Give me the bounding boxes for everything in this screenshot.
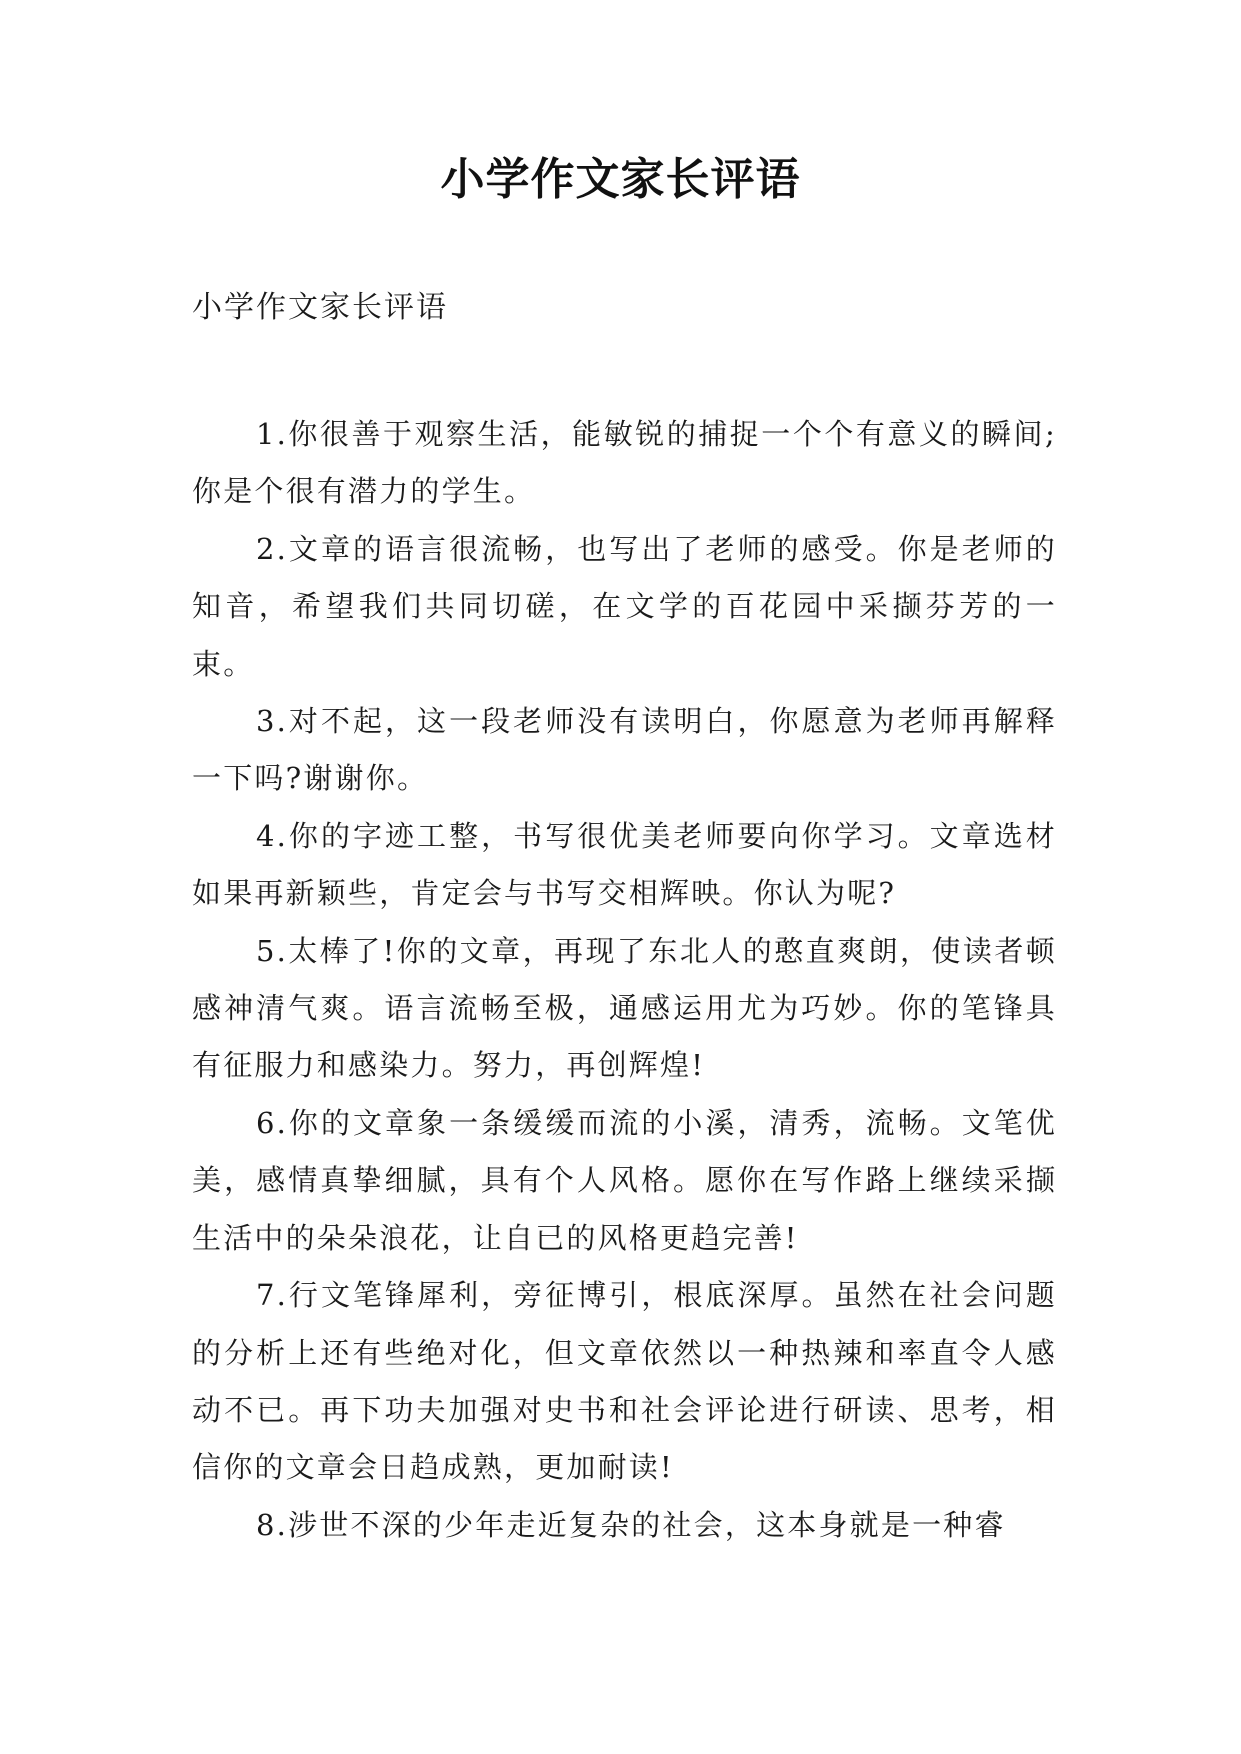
comment-paragraph-3: 3.对不起，这一段老师没有读明白，你愿意为老师再解释一下吗?谢谢你。 — [192, 704, 1057, 796]
comment-paragraph-2: 2.文章的语言很流畅，也写出了老师的感受。你是老师的知音，希望我们共同切磋，在文学的百花园中采撷芬芳的一束。 — [192, 531, 1057, 681]
comment-paragraph-8: 8.涉世不深的少年走近复杂的社会，这本身就是一种睿 — [256, 1507, 1006, 1542]
comment-paragraph-4: 4.你的字迹工整，书写很优美老师要向你学习。文章选材如果再新颖些，肯定会与书写交相辉映。你认为呢? — [192, 818, 1057, 911]
comment-paragraph-6: 6.你的文章象一条缓缓而流的小溪，清秀，流畅。文笔优美，感情真挚细腻，具有个人风格。愿你在写作路上继续采撷生活中的朵朵浪花，让自已的风格更趋完善! — [192, 1105, 1057, 1255]
document-body — [192, 406, 1057, 1554]
comment-paragraph-5: 5.太棒了!你的文章，再现了东北人的憨直爽朗，使读者顿感神清气爽。语言流畅至极，通感运用尤为巧妙。你的笔锋具有征服力和感染力。努力，再创辉煌! — [192, 933, 1057, 1083]
comment-paragraph-1: 1.你很善于观察生活，能敏锐的捕捉一个个有意义的瞬间;你是个很有潜力的学生。 — [192, 417, 1057, 509]
document-title: 小学作文家长评语 — [440, 154, 801, 205]
document-subtitle: 小学作文家长评语 — [192, 290, 448, 325]
comment-paragraph-7: 7.行文笔锋犀利，旁征博引，根底深厚。虽然在社会问题的分析上还有些绝对化，但文章依然以一种热辣和率直令人感动不已。再下功夫加强对史书和社会评论进行研读、思考，相信你的文章会日趋成熟，更加耐读! — [192, 1278, 1057, 1485]
